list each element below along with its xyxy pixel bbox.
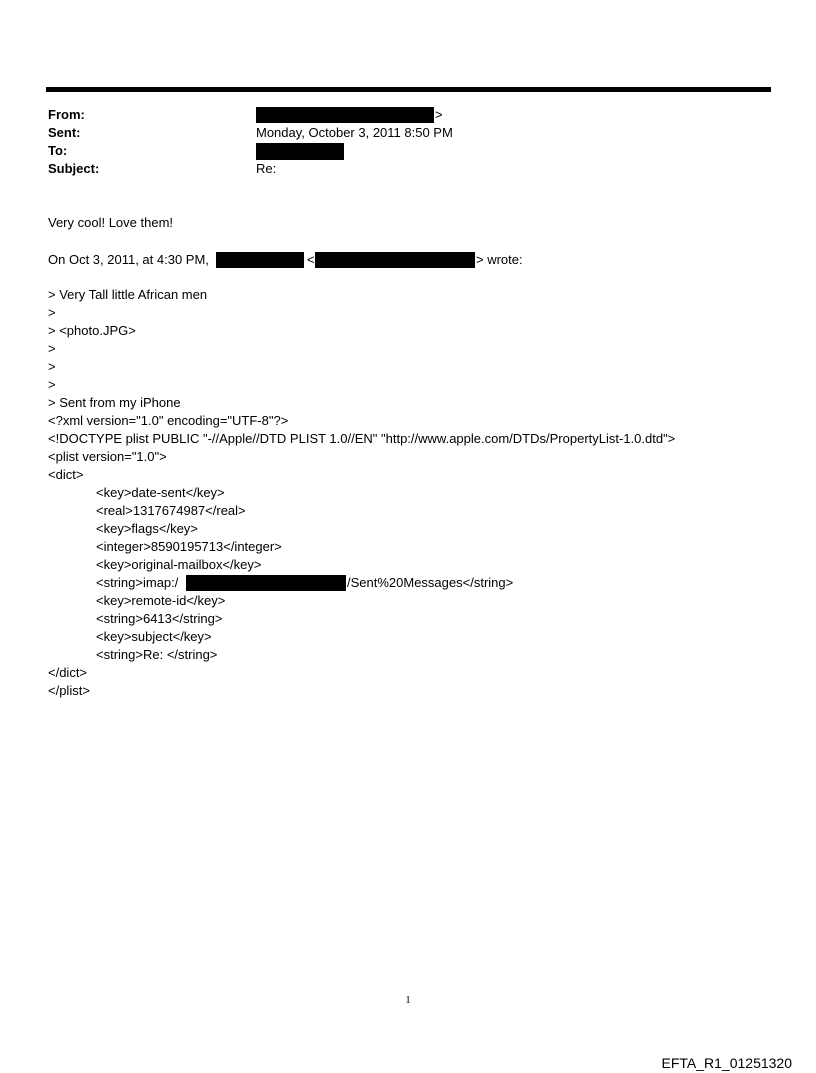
subject-value: Re: bbox=[256, 161, 277, 176]
sent-label: Sent: bbox=[48, 125, 81, 140]
mailbox-suffix: /Sent%20Messages</string> bbox=[347, 575, 514, 590]
to-label: To: bbox=[48, 143, 68, 158]
plist-line: </plist> bbox=[48, 683, 90, 698]
bates-number: EFTA_R1_01251320 bbox=[661, 1055, 792, 1071]
page-number: 1 bbox=[405, 994, 411, 1006]
plist-dict-line: <key>flags</key> bbox=[96, 521, 198, 536]
redaction-sender-name bbox=[216, 252, 304, 268]
plist-dict-line: <key>date-sent</key> bbox=[96, 485, 225, 500]
redaction-sender-email bbox=[315, 252, 475, 268]
attribution-prefix: On Oct 3, 2011, at 4:30 PM, bbox=[48, 252, 209, 267]
redaction-to bbox=[256, 143, 344, 160]
plist-dict-line: <key>subject</key> bbox=[96, 629, 212, 644]
quoted-line: > bbox=[48, 359, 56, 374]
quoted-line: > Very Tall little African men bbox=[48, 287, 208, 302]
attribution-suffix: > wrote: bbox=[476, 252, 523, 267]
redaction-mailbox bbox=[186, 575, 346, 591]
attribution-lt: < bbox=[307, 252, 315, 267]
quoted-line: > bbox=[48, 341, 56, 356]
from-suffix: > bbox=[435, 107, 443, 122]
plist-dict-line: <string>imap:/ bbox=[96, 575, 179, 590]
reply-text: Very cool! Love them! bbox=[48, 215, 174, 230]
plist-dict-line: <string>Re: </string> bbox=[96, 647, 218, 662]
quoted-line: > bbox=[48, 305, 56, 320]
subject-label: Subject: bbox=[48, 161, 100, 176]
plist-line: <dict> bbox=[48, 467, 84, 482]
plist-line: <!DOCTYPE plist PUBLIC "-//Apple//DTD PLIST 1.0//EN" "http://www.apple.com/DTDs/PropertyList-1.0.dtd"> bbox=[48, 431, 676, 446]
redaction-from bbox=[256, 107, 434, 123]
plist-dict-line: <string>6413</string> bbox=[96, 611, 223, 626]
plist-line: </dict> bbox=[48, 665, 88, 680]
header-rule bbox=[46, 87, 771, 92]
plist-dict-line: <key>original-mailbox</key> bbox=[96, 557, 262, 572]
quoted-line: > <photo.JPG> bbox=[48, 323, 136, 338]
plist-dict-line: <real>1317674987</real> bbox=[96, 503, 246, 518]
quoted-line: > bbox=[48, 377, 56, 392]
plist-line: <plist version="1.0"> bbox=[48, 449, 167, 464]
quoted-line: > Sent from my iPhone bbox=[48, 395, 181, 410]
plist-dict-line: <integer>8590195713</integer> bbox=[96, 539, 282, 554]
from-label: From: bbox=[48, 107, 85, 122]
plist-dict-line: <key>remote-id</key> bbox=[96, 593, 226, 608]
sent-value: Monday, October 3, 2011 8:50 PM bbox=[256, 125, 453, 140]
plist-line: <?xml version="1.0" encoding="UTF-8"?> bbox=[48, 413, 289, 428]
